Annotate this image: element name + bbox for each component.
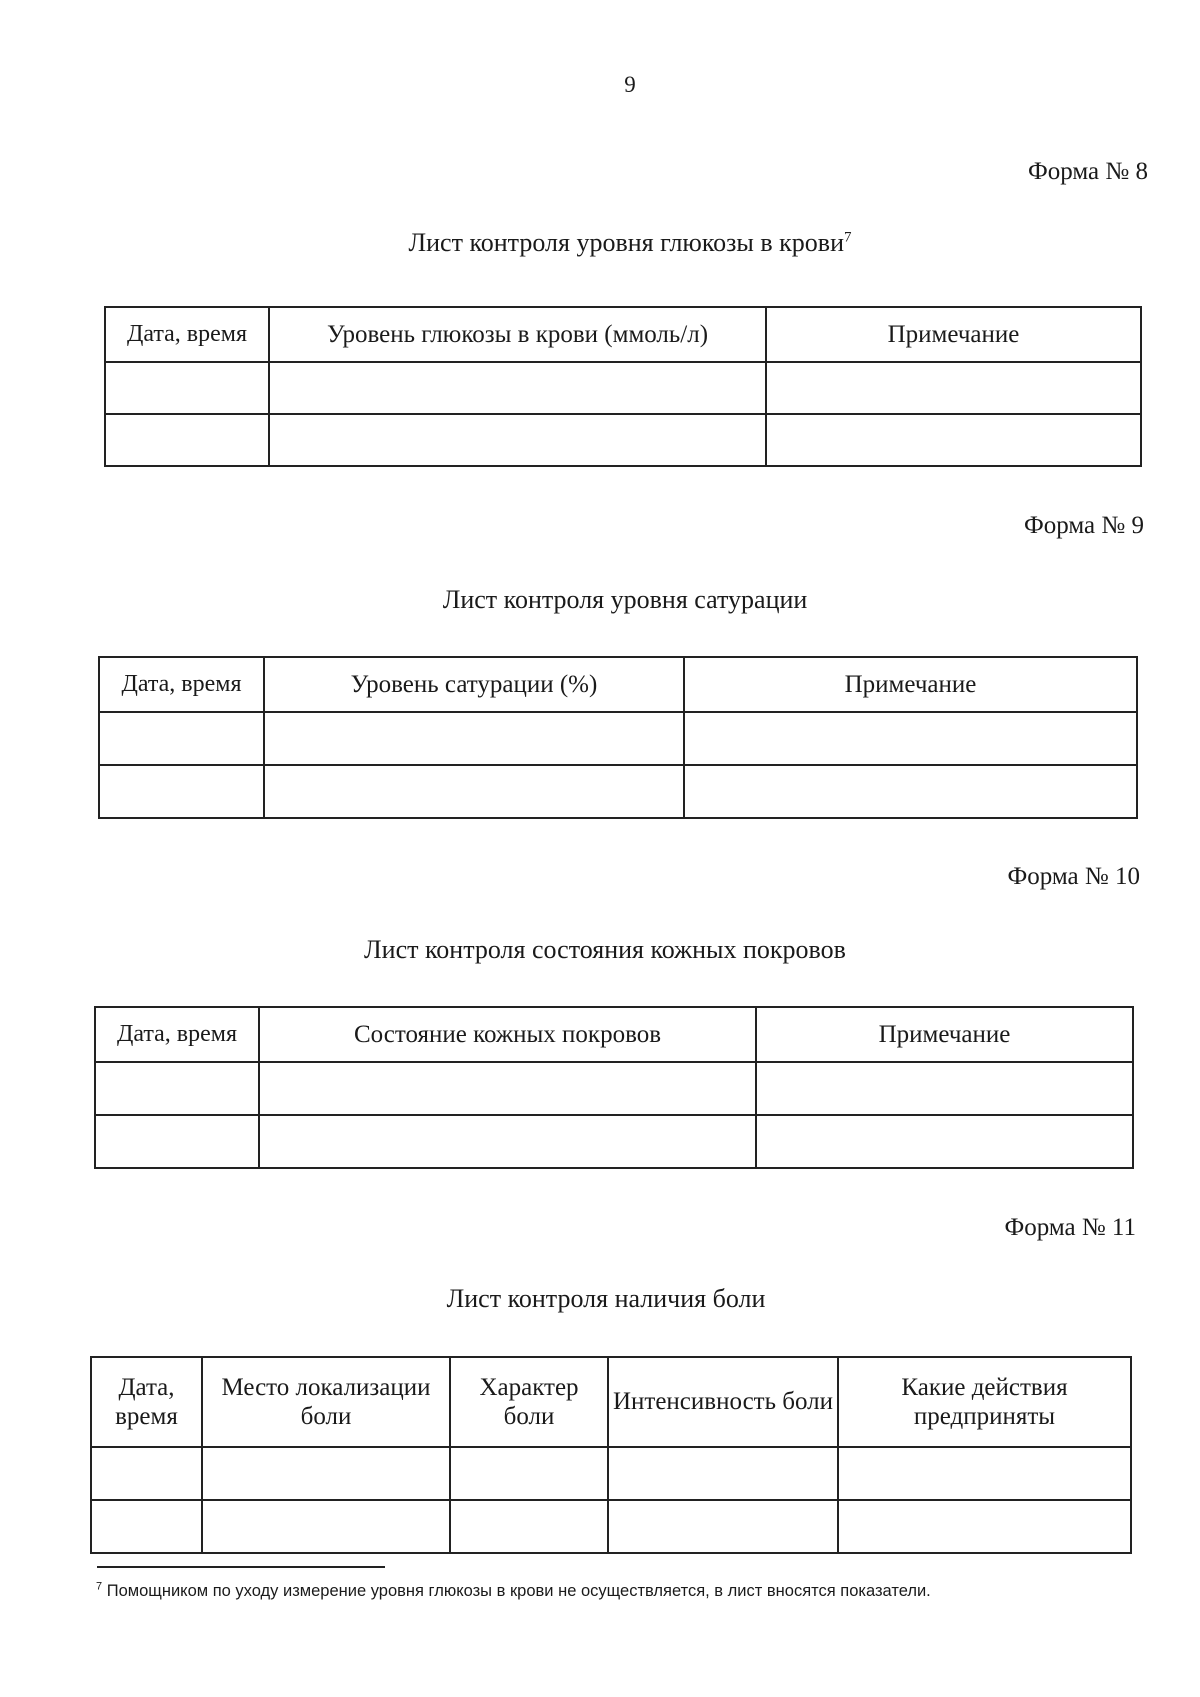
column-header-pain-location: Место локализации боли	[202, 1357, 450, 1447]
table-cell[interactable]	[202, 1447, 450, 1500]
table-cell[interactable]	[838, 1500, 1131, 1553]
table-cell[interactable]	[259, 1115, 756, 1168]
table-cell[interactable]	[766, 362, 1141, 414]
table-cell[interactable]	[264, 765, 684, 818]
table-header-row	[91, 1357, 1131, 1447]
table-cell[interactable]	[450, 1500, 608, 1553]
form-9-label: Форма № 9	[1024, 512, 1144, 539]
footnote-text: Помощником по уходу измерение уровня глюкозы в крови не осуществляется, в лист вносятся показатели.	[106, 1582, 931, 1600]
table-cell[interactable]	[105, 362, 269, 414]
page-number: 9	[624, 72, 636, 97]
table-header-row	[99, 657, 1137, 712]
column-header-note: Примечание	[766, 307, 1141, 362]
table-cell[interactable]	[608, 1500, 838, 1553]
form-8-table	[104, 306, 1142, 467]
table-cell[interactable]	[756, 1115, 1133, 1168]
column-header-pain-character: Характер боли	[450, 1357, 608, 1447]
table-cell[interactable]	[766, 414, 1141, 466]
table-row	[95, 1115, 1133, 1168]
table-row	[99, 712, 1137, 765]
table-cell[interactable]	[450, 1447, 608, 1500]
form-10-table	[94, 1006, 1134, 1169]
column-header-note: Примечание	[756, 1007, 1133, 1062]
table-row	[99, 765, 1137, 818]
table-row	[105, 414, 1141, 466]
table-cell[interactable]	[756, 1062, 1133, 1115]
column-header-date: Дата, время	[95, 1007, 259, 1062]
form-9-table	[98, 656, 1138, 819]
form-10-label: Форма № 10	[1007, 863, 1140, 890]
column-header-saturation: Уровень сатурации (%)	[264, 657, 684, 712]
table-row	[91, 1500, 1131, 1553]
table-cell[interactable]	[264, 712, 684, 765]
column-header-note: Примечание	[684, 657, 1137, 712]
column-header-date: Дата, время	[91, 1357, 202, 1447]
table-row	[105, 362, 1141, 414]
table-row	[91, 1447, 1131, 1500]
table-cell[interactable]	[95, 1115, 259, 1168]
form-11-label: Форма № 11	[1004, 1214, 1136, 1241]
footnote-ref: 7	[844, 229, 852, 246]
footnote-number: 7	[96, 1580, 103, 1593]
column-header-pain-intensity: Интенсивность боли	[608, 1357, 838, 1447]
table-row	[95, 1062, 1133, 1115]
form-9-title: Лист контроля уровня сатурации	[442, 585, 808, 614]
column-header-actions-taken: Какие действия предприняты	[838, 1357, 1131, 1447]
table-cell[interactable]	[91, 1447, 202, 1500]
form-11-table	[90, 1356, 1132, 1554]
form-8-label: Форма № 8	[1028, 158, 1148, 185]
form-11-title: Лист контроля наличия боли	[446, 1284, 766, 1313]
table-cell[interactable]	[259, 1062, 756, 1115]
table-cell[interactable]	[838, 1447, 1131, 1500]
table-cell[interactable]	[684, 765, 1137, 818]
table-header-row	[95, 1007, 1133, 1062]
table-cell[interactable]	[202, 1500, 450, 1553]
table-cell[interactable]	[99, 765, 264, 818]
footnote	[96, 1582, 931, 1601]
table-cell[interactable]	[105, 414, 269, 466]
table-header-row	[105, 307, 1141, 362]
table-cell[interactable]	[99, 712, 264, 765]
column-header-date: Дата, время	[99, 657, 264, 712]
form-8-title	[0, 228, 1200, 258]
table-cell[interactable]	[269, 414, 766, 466]
column-header-date: Дата, время	[105, 307, 269, 362]
form-8-title-text: Лист контроля уровня глюкозы в крови	[408, 228, 844, 257]
table-cell[interactable]	[684, 712, 1137, 765]
table-cell[interactable]	[269, 362, 766, 414]
table-cell[interactable]	[95, 1062, 259, 1115]
footnote-divider	[97, 1566, 385, 1568]
column-header-skin: Состояние кожных покровов	[259, 1007, 756, 1062]
table-cell[interactable]	[608, 1447, 838, 1500]
form-10-title: Лист контроля состояния кожных покровов	[364, 935, 846, 964]
table-cell[interactable]	[91, 1500, 202, 1553]
column-header-glucose: Уровень глюкозы в крови (ммоль/л)	[269, 307, 766, 362]
